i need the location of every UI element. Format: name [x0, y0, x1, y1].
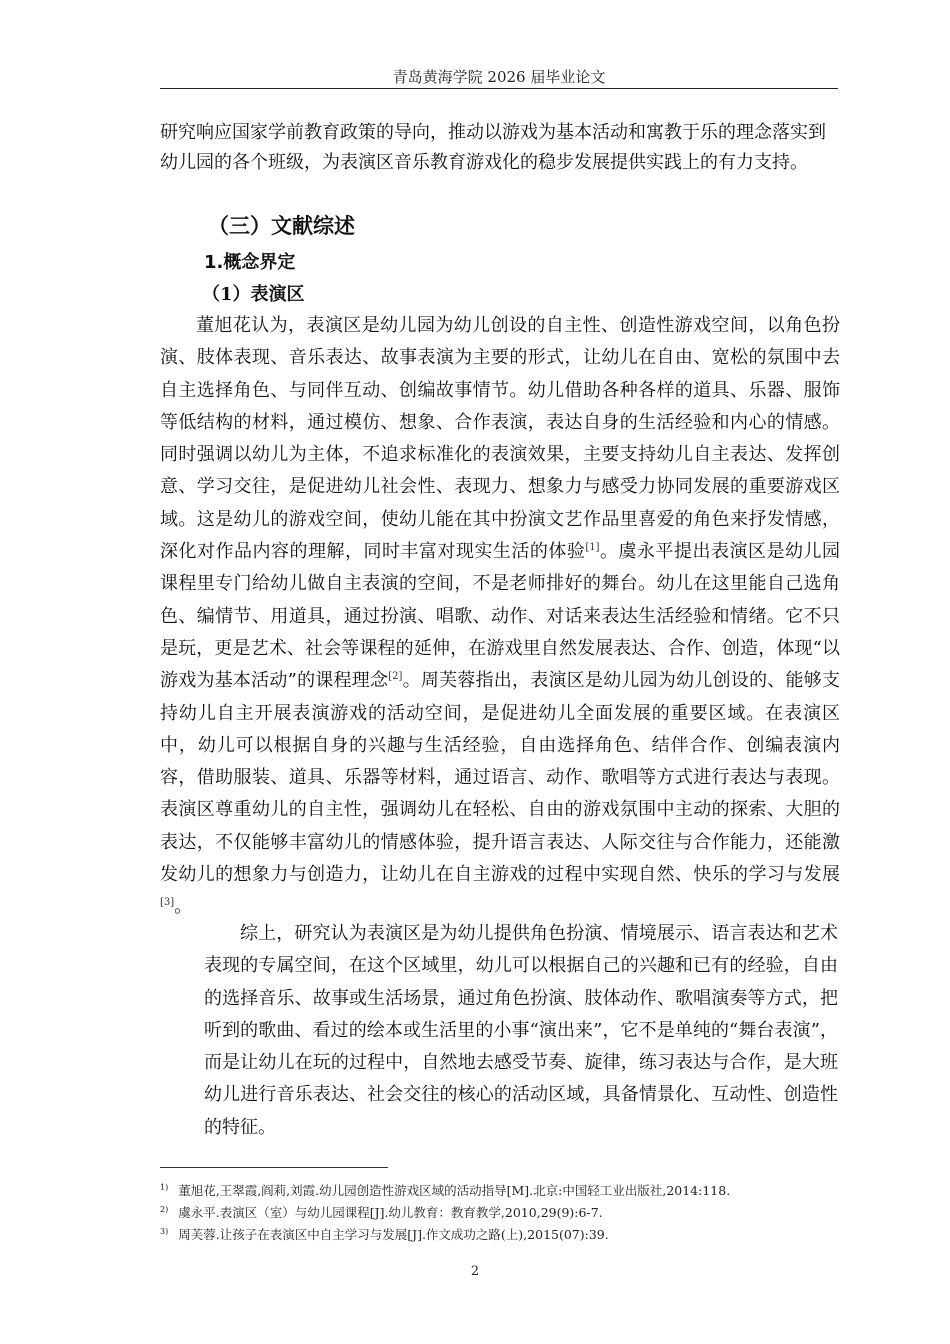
citation-ref-2[interactable]: [2] [388, 671, 403, 683]
section-heading: （三）文献综述 [208, 214, 355, 238]
body-text-part-2: 。虞永平提出表演区是幼儿园课程里专门给幼儿做自主表演的空间，不是老师排好的舞台。幼儿在这里能自己选角色、编情节、用道具，通过扮演、唱歌、动作、对话来表达生活经验和情绪。它不只是玩，更是艺术、社会等课程的延伸，在游戏里自然发展表达、合作、创造，体现“以游戏为基本活动”的课程理念 [160, 541, 840, 692]
header-rule [160, 88, 838, 89]
citation-ref-1[interactable]: [1] [585, 542, 600, 554]
footnote-1 [160, 1178, 850, 1200]
body-text-part-4: 。 [174, 896, 193, 918]
summary-paragraph: 综上，研究认为表演区是为幼儿提供角色扮演、情境展示、语言表达和艺术表现的专属空间，在这个区域里，幼儿可以根据自己的兴趣和已有的经验，自由的选择音乐、故事或生活场景，通过角色扮演、肢体动作、歌唱演奏等方式，把听到的歌曲、看过的绘本或生活里的小事“演出来”，它不是单纯的“舞台表演”，而是让幼儿在玩的过程中，自然地去感受节奏、旋律，练习表达与合作，是大班幼儿进行音乐表达、社会交往的核心的活动区域，具备情景化、互动性、创造性的特征。 [204, 923, 838, 1138]
definition-paragraph [160, 310, 840, 924]
intro-paragraph: 研究响应国家学前教育政策的导向，推动以游戏为基本活动和寓教于乐的理念落实到幼儿园的各个班级，为表演区音乐教育游戏化的稳步发展提供实践上的有力支持。 [160, 122, 826, 173]
body-text-part-3: 。周芙蓉指出，表演区是幼儿园为幼儿创设的、能够支持幼儿自主开展表演游戏的活动空间，是促进幼儿全面发展的重要区域。在表演区中，幼儿可以根据自身的兴趣与生活经验，自由选择角色、结伴合作、创编表演内容，借助服装、道具、乐器等材料，通过语言、动作、歌唱等方式进行表达与表现。表演区尊重幼儿的自主性，强调幼儿在轻松、自由的游戏氛围中主动的探索、大胆的表达，不仅能够丰富幼儿的情感体验，提升语言表达、人际交往与合作能力，还能激发幼儿的想象力与创造力，让幼儿在自主游戏的过程中实现自然、快乐的学习与发展 [160, 670, 840, 886]
footnote-text: 董旭花,王翠霞,阎莉,刘霞.幼儿园创造性游戏区域的活动指导[M].北京:中国轻工业出版社,2014:118. [178, 1183, 731, 1199]
citation-ref-3[interactable]: [3] [160, 897, 175, 909]
body-text-part-1: 董旭花认为，表演区是幼儿园为幼儿创设的自主性、创造性游戏空间，以角色扮演、肢体表现、音乐表达、故事表演为主要的形式，让幼儿在自由、宽松的氛围中去自主选择角色、与同伴互动、创编故事情节。幼儿借助各种各样的道具、乐器、服饰等低结构的材料，通过模仿、想象、合作表演，表达自身的生活经验和内心的情感。同时强调以幼儿为主体，不追求标准化的表演效果，主要支持幼儿自主表达、发挥创意、学习交往，是促进幼儿社会性、表现力、想象力与感受力协同发展的重要游戏区域。这是幼儿的游戏空间，使幼儿能在其中扮演文艺作品里喜爱的角色来抒发情感，深化对作品内容的理解，同时丰富对现实生活的体验 [160, 315, 840, 563]
page-header-title: 青岛黄海学院 2026 届毕业论文 [392, 68, 606, 86]
footnote-rule [160, 1167, 388, 1168]
footnote-3 [160, 1222, 850, 1244]
footnotes [160, 1178, 850, 1244]
footnote-mark: 3) [160, 1227, 169, 1237]
footnote-text: 周芙蓉.让孩子在表演区中自主学习与发展[J].作文成功之路(上),2015(07):39. [178, 1227, 609, 1243]
page-number: 2 [470, 1264, 480, 1279]
footnote-mark: 2) [160, 1205, 169, 1215]
footnote-text: 虞永平.表演区（室）与幼儿园课程[J].幼儿教育：教育教学,2010,29(9):6-7. [178, 1205, 603, 1221]
footnote-mark: 1) [160, 1183, 169, 1192]
subsubsection-heading: （1）表演区 [202, 284, 305, 305]
footnote-2 [160, 1200, 850, 1222]
subsection-heading: 1.概念界定 [204, 252, 296, 273]
